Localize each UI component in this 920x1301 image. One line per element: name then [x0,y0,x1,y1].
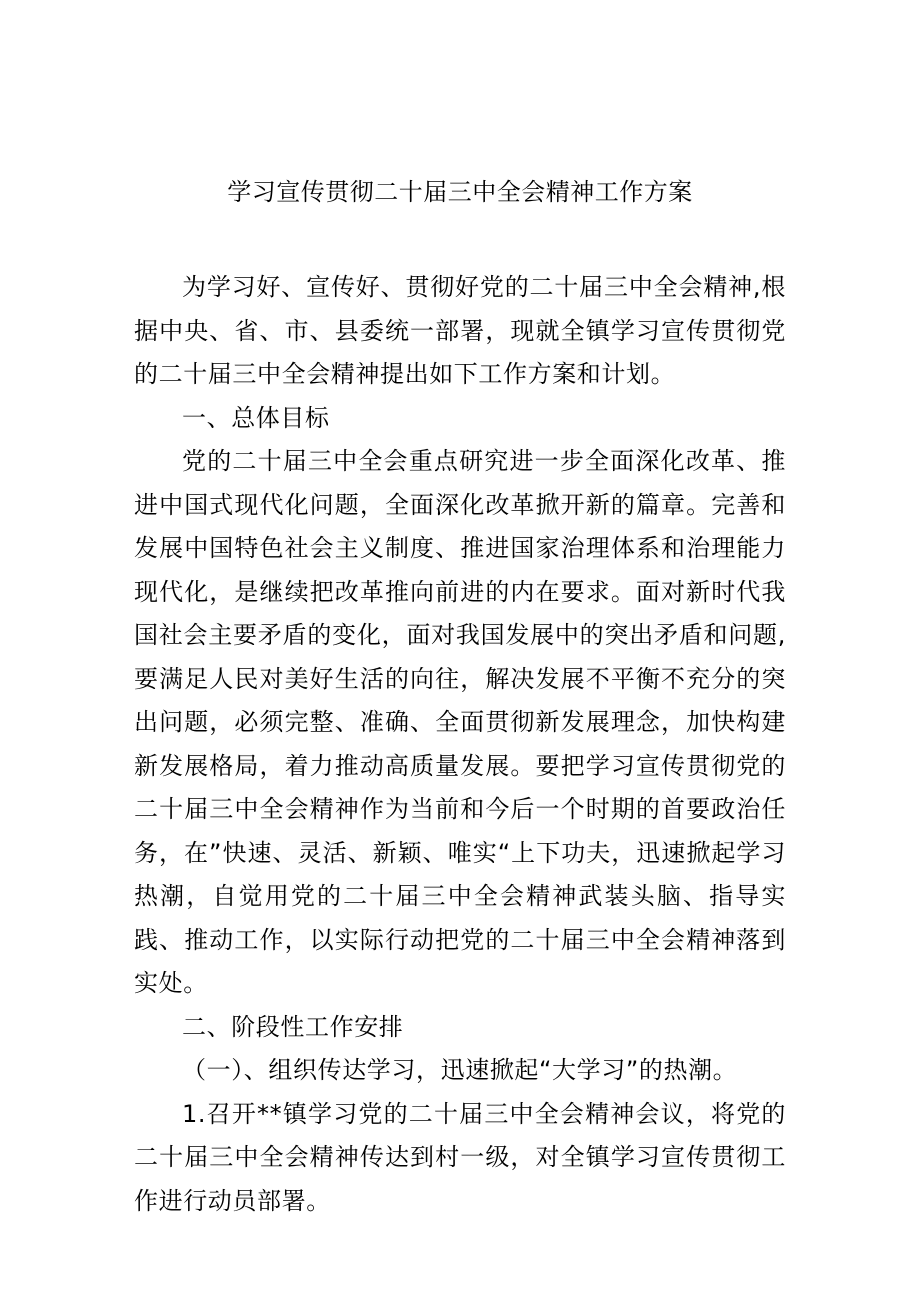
document-title: 学习宣传贯彻二十届三中全会精神工作方案 [227,178,693,206]
document-body [134,266,786,1223]
section-heading-overall-goal: 一、总体目标 [182,403,330,432]
item-1-paragraph: 1.召开**镇学习党的二十届三中全会精神会议，将党的二十届三中全会精神传达到村一级，对全镇学习宣传贯彻工作进行动员部署。 [134,1099,786,1215]
overall-goal-paragraph: 党的二十届三中全会重点研究进一步全面深化改革、推进中国式现代化问题，全面深化改革掀开新的篇章。完善和发展中国特色社会主义制度、推进国家治理体系和治理能力现代化，是继续把改革推向前进的内在要求。面对新时代我国社会主要矛盾的变化，面对我国发展中的突出矛盾和问题,要满足人民对美好生活的向往，解决发展不平衡不充分的突出问题，必须完整、准确、全面贯彻新发展理念，加快构建新发展格局，着力推动高质量发展。要把学习宣传贯彻党的二十届三中全会精神作为当前和今后一个时期的首要政治任务，在”快速、灵活、新颖、唯实“上下功夫，迅速掀起学习热潮，自觉用党的二十届三中全会精神武装头脑、指导实践、推动工作，以实际行动把党的二十届三中全会精神落到实处。 [134,447,786,997]
intro-paragraph: 为学习好、宣传好、贯彻好党的二十届三中全会精神,根据中央、省、市、县委统一部署，现就全镇学习宣传贯彻党的二十届三中全会精神提出如下工作方案和计划。 [134,273,786,388]
subsection-heading-organize-study: （一）、组织传达学习，迅速掀起“大学习”的热潮。 [182,1056,738,1084]
section-heading-stage-arrangement: 二、阶段性工作安排 [182,1012,404,1041]
